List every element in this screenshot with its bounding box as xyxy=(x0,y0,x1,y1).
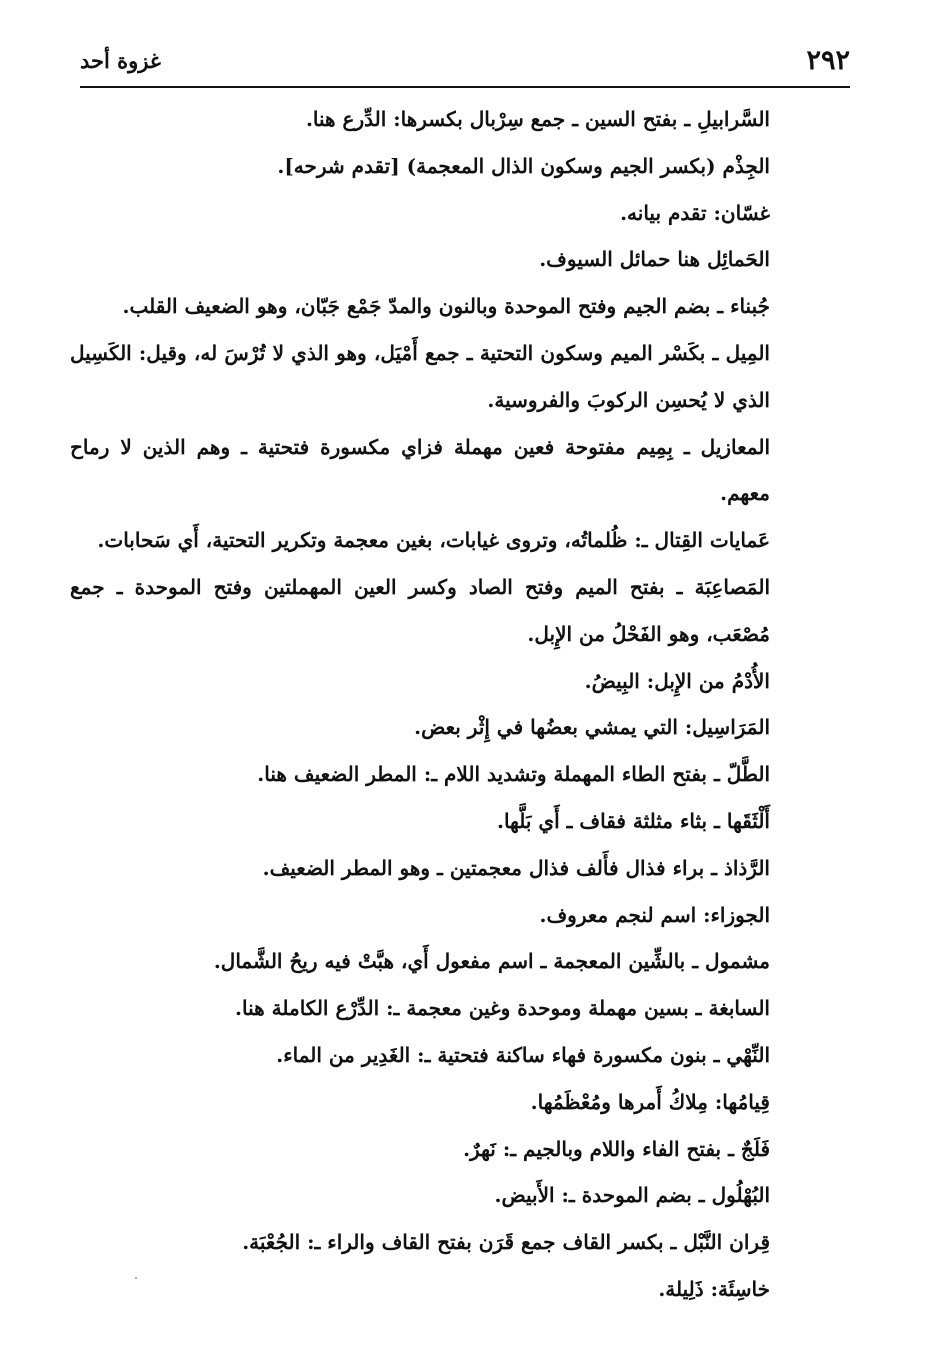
entry-term: قِران النَّبْل xyxy=(683,1230,770,1255)
running-head xyxy=(80,40,850,80)
glossary-entry xyxy=(80,704,770,751)
entry-definition: من الإِبل: البِيضُ. xyxy=(584,668,732,693)
glossary-entry xyxy=(80,1172,770,1219)
entry-definition: : ذَلِيلة. xyxy=(658,1276,719,1301)
entry-definition: ـ بثاء مثلثة فقاف ـ أَي بَلَّها. xyxy=(497,808,727,833)
glossary-entry xyxy=(70,283,770,330)
entry-definition: ـ بضم الجيم وفتح الموحدة وبالنون والمدّ جَمْع جَبّان، وهو الضعيف القلب. xyxy=(122,294,731,319)
entry-term: جُبناء xyxy=(730,294,770,319)
entry-term: غسّان xyxy=(720,200,770,225)
entry-term: الرَّذاذ xyxy=(723,855,770,880)
glossary-entry xyxy=(80,845,770,892)
entry-definition: ـ بفتح الميم وفتح الصاد وكسر العين المهملتين وفتح الموحدة ـ جمع مُصْعَب، وهو الفَحْلُ من الإِبل. xyxy=(70,574,770,646)
entry-term: الجِذْم xyxy=(722,153,770,178)
entry-term: فَلَجٌ xyxy=(740,1136,770,1161)
glossary-entry xyxy=(80,96,770,143)
entry-definition: ـ بضم الموحدة ـ: الأَبيض. xyxy=(494,1183,712,1208)
entry-definition: ـ بالشِّين المعجمة ـ اسم مفعول أَي، هبَّتْ فيه ريحُ الشَّمال. xyxy=(213,949,706,974)
entry-term: الطَّلّ xyxy=(726,762,770,787)
entry-definition: ـ: ظُلماتُه، وتروى غيابات، بغين معجمة وتكرير التحتية، أَي سَحابات. xyxy=(97,528,655,553)
glossary-entry xyxy=(80,985,770,1032)
entry-definition: (بكسر الجيم وسكون الذال المعجمة) [تقدم شرحه]. xyxy=(277,153,723,178)
glossary-entry xyxy=(80,938,770,985)
entry-term: المِيل xyxy=(725,340,770,365)
glossary-entry xyxy=(80,798,770,845)
glossary-entry xyxy=(70,424,770,518)
entry-term: المعازيل xyxy=(700,434,770,459)
glossary-list xyxy=(70,96,770,1313)
entry-definition: : تقدم بيانه. xyxy=(620,200,721,225)
glossary-entry xyxy=(80,190,770,237)
glossary-entry xyxy=(80,143,770,190)
glossary-entry xyxy=(70,564,770,658)
entry-term: السابغة xyxy=(708,996,770,1021)
page-number: ٢٩٢ xyxy=(806,45,850,76)
entry-term: قِيامُها xyxy=(722,1089,770,1114)
entry-definition: ـ براء فذال فأَلف فذال معجمتين ـ وهو المطر الضعيف. xyxy=(262,855,724,880)
entry-definition: ـ بِمِيم مفتوحة فعين مهملة فزاي مكسورة فتحتية ـ وهم الذين لا رماح معهم. xyxy=(70,434,770,506)
glossary-entry xyxy=(70,330,770,424)
entry-definition: ـ بفتح الطاء المهملة وتشديد اللام ـ: المطر الضعيف هنا. xyxy=(257,762,727,787)
entry-definition: ـ بفتح الفاء واللام وبالجيم ـ: نَهرٌ. xyxy=(463,1136,741,1161)
entry-term: خاسِئَة xyxy=(718,1276,770,1301)
entry-definition: : مِلاكُ أَمرها ومُعْظَمُها. xyxy=(530,1089,723,1114)
glossary-entry xyxy=(80,1266,770,1313)
entry-definition: ـ بنون مكسورة فهاء ساكنة فتحتية ـ: الغَدِير من الماء. xyxy=(276,1042,727,1067)
entry-term: أَلْثَقَها xyxy=(726,808,770,833)
glossary-entry xyxy=(80,1032,770,1079)
glossary-entry xyxy=(80,892,770,939)
entry-term: الحَمائِل xyxy=(707,247,770,272)
glossary-entry xyxy=(80,1219,770,1266)
glossary-entry xyxy=(80,751,770,798)
entry-definition: هنا حمائل السيوف. xyxy=(539,247,708,272)
entry-term: المَصاعِبَة xyxy=(694,574,770,599)
entry-definition: : التي يمشي بعضُها في إِثْر بعض. xyxy=(414,715,693,740)
scan-speck xyxy=(135,1277,137,1279)
entry-term: الجوزاء xyxy=(710,902,770,927)
header-rule xyxy=(80,86,850,88)
entry-term: مشمول xyxy=(705,949,770,974)
glossary-entry xyxy=(80,658,770,705)
entry-definition: ـ بسين مهملة وموحدة وغين معجمة ـ: الدِّرْع الكاملة هنا. xyxy=(235,996,709,1021)
entry-definition: : اسم لنجم معروف. xyxy=(539,902,711,927)
entry-term: البُهْلُول xyxy=(711,1183,770,1208)
entry-definition: ـ بكسر القاف جمع قَرَن بفتح القاف والراء ـ: الجُعْبَة. xyxy=(242,1230,684,1255)
entry-term: النِّهْي xyxy=(726,1042,770,1067)
glossary-entry xyxy=(80,236,770,283)
entry-term: السَّرابيلِ xyxy=(697,107,770,131)
entry-term: الأُدْمُ xyxy=(731,668,770,693)
running-title: غزوة أحد xyxy=(80,48,161,73)
glossary-entry xyxy=(70,517,770,564)
glossary-entry xyxy=(80,1079,770,1126)
glossary-entry xyxy=(80,1126,770,1173)
entry-term: المَرَاسِيل xyxy=(692,715,770,740)
entry-definition: ـ بكَسْر الميم وسكون التحتية ـ جمع أَمْيَل، وهو الذي لا تُرْسَ له، وقيل: الكَسِيل الذي لا يُحسِن الركوبَ والفروسية. xyxy=(70,340,770,412)
entry-definition: ـ بفتح السين ـ جمع سِرْبال بكسرها: الدِّرع هنا. xyxy=(305,107,698,131)
entry-term: عَمايات القِتال xyxy=(654,528,770,553)
